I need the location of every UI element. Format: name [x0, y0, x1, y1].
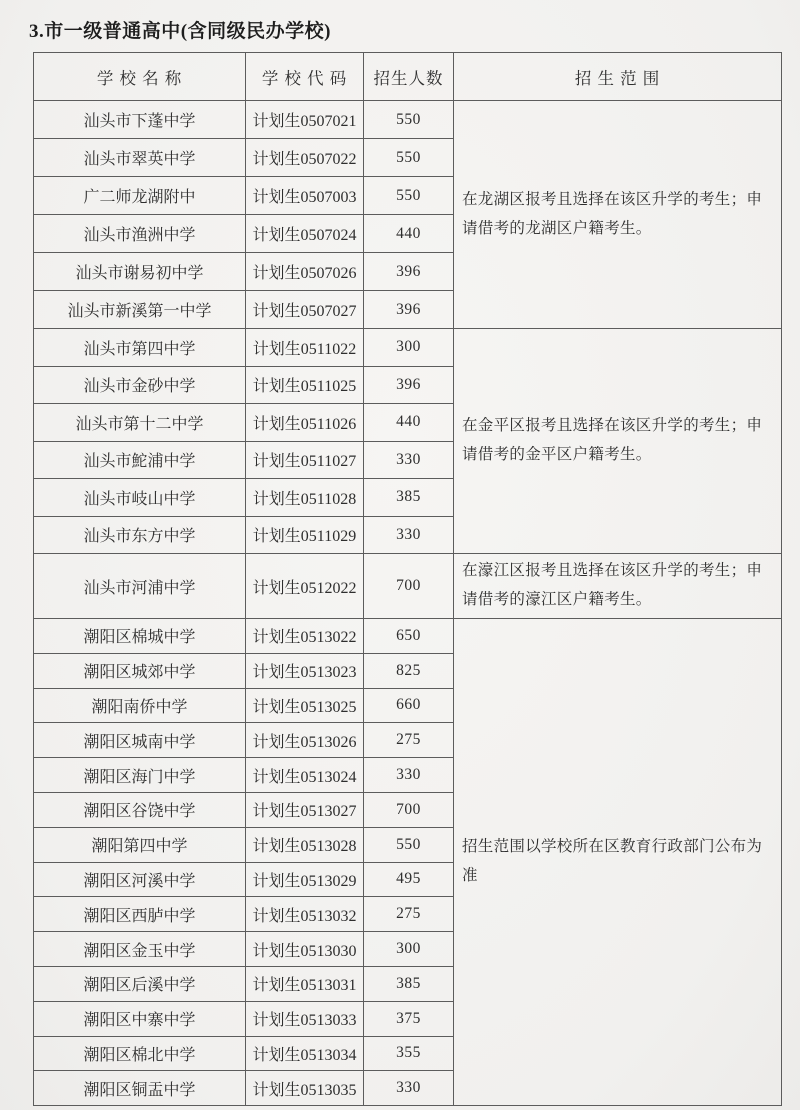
school-code-cell: 计划生0511027: [246, 441, 364, 479]
school-name-cell: 汕头市翠英中学: [34, 139, 246, 177]
school-name-cell: 潮阳南侨中学: [34, 688, 246, 723]
enrollment-count-cell: 650: [364, 619, 454, 654]
enrollment-scope-cell: 招生范围以学校所在区教育行政部门公布为准: [454, 619, 782, 1106]
school-name-cell: 潮阳区金玉中学: [34, 932, 246, 967]
school-name-cell: 汕头市渔洲中学: [34, 215, 246, 253]
enrollment-count-cell: 385: [364, 479, 454, 517]
enrollment-count-cell: 275: [364, 723, 454, 758]
school-code-cell: 计划生0513023: [246, 653, 364, 688]
school-code-cell: 计划生0511022: [246, 329, 364, 367]
enrollment-count-cell: 700: [364, 554, 454, 619]
header-school-code: 学 校 代 码: [246, 53, 364, 101]
enrollment-count-cell: 330: [364, 758, 454, 793]
school-code-cell: 计划生0507027: [246, 291, 364, 329]
school-name-cell: 汕头市金砂中学: [34, 366, 246, 404]
table-row: [34, 101, 782, 139]
school-code-cell: 计划生0511028: [246, 479, 364, 517]
school-code-cell: 计划生0507024: [246, 215, 364, 253]
school-name-cell: 潮阳区棉城中学: [34, 619, 246, 654]
school-code-cell: 计划生0513026: [246, 723, 364, 758]
school-code-cell: 计划生0513024: [246, 758, 364, 793]
enrollment-count-cell: 660: [364, 688, 454, 723]
table-row: [34, 554, 782, 619]
table-body: [34, 101, 782, 1106]
school-name-cell: 潮阳区后溪中学: [34, 966, 246, 1001]
table-header: [34, 53, 782, 101]
header-enrollment-scope: 招 生 范 围: [454, 53, 782, 101]
school-name-cell: 潮阳区海门中学: [34, 758, 246, 793]
enrollment-count-cell: 330: [364, 441, 454, 479]
school-name-cell: 潮阳区中寨中学: [34, 1001, 246, 1036]
header-row: [34, 53, 782, 101]
school-code-cell: 计划生0507022: [246, 139, 364, 177]
enrollment-count-cell: 825: [364, 653, 454, 688]
school-code-cell: 计划生0512022: [246, 554, 364, 619]
school-name-cell: 潮阳区城南中学: [34, 723, 246, 758]
enrollment-count-cell: 330: [364, 1071, 454, 1106]
school-name-cell: 潮阳区铜盂中学: [34, 1071, 246, 1106]
school-code-cell: 计划生0511025: [246, 366, 364, 404]
enrollment-scope-cell: 在龙湖区报考且选择在该区升学的考生；申请借考的龙湖区户籍考生。: [454, 101, 782, 329]
school-code-cell: 计划生0513033: [246, 1001, 364, 1036]
school-name-cell: 汕头市第四中学: [34, 329, 246, 367]
school-name-cell: 汕头市下蓬中学: [34, 101, 246, 139]
school-code-cell: 计划生0507026: [246, 253, 364, 291]
school-name-cell: 汕头市谢易初中学: [34, 253, 246, 291]
school-name-cell: 潮阳区城郊中学: [34, 653, 246, 688]
school-code-cell: 计划生0507021: [246, 101, 364, 139]
header-enrollment-count: 招生人数: [364, 53, 454, 101]
school-name-cell: 汕头市东方中学: [34, 516, 246, 554]
school-name-cell: 汕头市第十二中学: [34, 404, 246, 442]
enrollment-count-cell: 300: [364, 932, 454, 967]
enrollment-count-cell: 440: [364, 404, 454, 442]
school-name-cell: 潮阳区棉北中学: [34, 1036, 246, 1071]
school-name-cell: 潮阳第四中学: [34, 827, 246, 862]
school-code-cell: 计划生0513035: [246, 1071, 364, 1106]
school-name-cell: 广二师龙湖附中: [34, 177, 246, 215]
page-title: 3.市一级普通高中(含同级民办学校): [29, 21, 331, 42]
school-name-cell: 潮阳区河溪中学: [34, 862, 246, 897]
school-code-cell: 计划生0507003: [246, 177, 364, 215]
enrollment-count-cell: 330: [364, 516, 454, 554]
enrollment-count-cell: 550: [364, 139, 454, 177]
school-code-cell: 计划生0513031: [246, 966, 364, 1001]
enrollment-count-cell: 375: [364, 1001, 454, 1036]
school-code-cell: 计划生0513022: [246, 619, 364, 654]
school-code-cell: 计划生0511026: [246, 404, 364, 442]
enrollment-count-cell: 550: [364, 177, 454, 215]
school-code-cell: 计划生0513027: [246, 792, 364, 827]
header-school-name: 学 校 名 称: [34, 53, 246, 101]
enrollment-count-cell: 396: [364, 366, 454, 404]
enrollment-count-cell: 700: [364, 792, 454, 827]
school-name-cell: 潮阳区谷饶中学: [34, 792, 246, 827]
enrollment-count-cell: 396: [364, 253, 454, 291]
enrollment-scope-cell: 在濠江区报考且选择在该区升学的考生；申请借考的濠江区户籍考生。: [454, 554, 782, 619]
school-code-cell: 计划生0513028: [246, 827, 364, 862]
school-code-cell: 计划生0513025: [246, 688, 364, 723]
table-row: [34, 619, 782, 654]
enrollment-count-cell: 275: [364, 897, 454, 932]
enrollment-count-cell: 550: [364, 101, 454, 139]
school-code-cell: 计划生0513029: [246, 862, 364, 897]
table-row: [34, 329, 782, 367]
school-name-cell: 汕头市鮀浦中学: [34, 441, 246, 479]
enrollment-count-cell: 396: [364, 291, 454, 329]
enrollment-count-cell: 385: [364, 966, 454, 1001]
school-code-cell: 计划生0513034: [246, 1036, 364, 1071]
school-name-cell: 汕头市河浦中学: [34, 554, 246, 619]
enrollment-count-cell: 355: [364, 1036, 454, 1071]
enrollment-count-cell: 300: [364, 329, 454, 367]
school-code-cell: 计划生0513030: [246, 932, 364, 967]
enrollment-count-cell: 440: [364, 215, 454, 253]
admission-table: [33, 52, 782, 1106]
school-name-cell: 汕头市新溪第一中学: [34, 291, 246, 329]
school-name-cell: 汕头市岐山中学: [34, 479, 246, 517]
enrollment-scope-cell: 在金平区报考且选择在该区升学的考生；申请借考的金平区户籍考生。: [454, 329, 782, 554]
enrollment-count-cell: 550: [364, 827, 454, 862]
school-name-cell: 潮阳区西胪中学: [34, 897, 246, 932]
school-code-cell: 计划生0511029: [246, 516, 364, 554]
enrollment-count-cell: 495: [364, 862, 454, 897]
school-code-cell: 计划生0513032: [246, 897, 364, 932]
